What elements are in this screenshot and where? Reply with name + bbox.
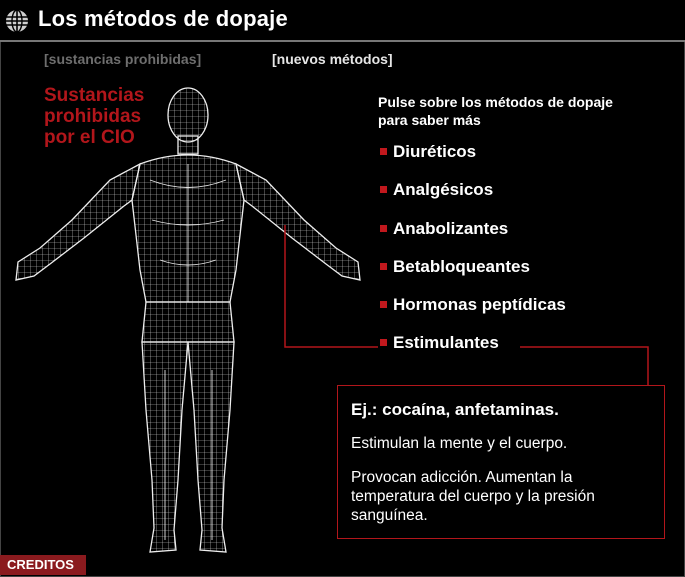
bullet-marker bbox=[380, 339, 387, 346]
method-label: Analgésicos bbox=[393, 180, 494, 200]
method-hormonas-peptidicas[interactable] bbox=[380, 295, 566, 333]
instructions-line: para saber más bbox=[378, 112, 481, 128]
tab-nuevos-metodos[interactable]: [nuevos métodos] bbox=[272, 51, 393, 67]
bullet-marker bbox=[380, 225, 387, 232]
info-paragraph: Estimulan la mente y el cuerpo. bbox=[351, 435, 568, 452]
bullet-marker bbox=[380, 186, 387, 193]
method-betabloqueantes[interactable] bbox=[380, 257, 566, 295]
title-bar bbox=[0, 0, 685, 40]
method-estimulantes[interactable] bbox=[380, 333, 566, 371]
info-box bbox=[337, 385, 665, 539]
method-diureticos[interactable] bbox=[380, 142, 566, 180]
methods-list bbox=[380, 142, 566, 372]
method-label: Diuréticos bbox=[393, 142, 477, 161]
title-divider bbox=[0, 40, 685, 42]
tab-sustancias-prohibidas[interactable]: [sustancias prohibidas] bbox=[44, 51, 202, 67]
section-heading-line: prohibidas bbox=[44, 106, 142, 127]
page-title: Los métodos de dopaje bbox=[38, 6, 288, 31]
section-heading-line: por el CIO bbox=[44, 127, 135, 148]
globe-icon bbox=[5, 9, 29, 33]
method-label: Hormonas peptídicas bbox=[393, 295, 566, 315]
method-label: Anabolizantes bbox=[393, 218, 509, 238]
info-paragraph: Provocan adicción. Aumentan la temperatura del cuerpo y la presión sanguínea. bbox=[351, 469, 595, 524]
method-label: Betabloqueantes bbox=[393, 256, 530, 276]
method-label: Estimulantes bbox=[393, 333, 499, 353]
wireframe-body-illustration bbox=[0, 80, 380, 555]
bullet-marker bbox=[380, 148, 387, 155]
info-heading: Ej.: cocaína, anfetaminas. bbox=[351, 400, 559, 419]
instructions bbox=[378, 93, 668, 129]
credits-button[interactable]: CREDITOS bbox=[0, 555, 86, 575]
method-analgesicos[interactable] bbox=[380, 180, 566, 218]
bullet-marker bbox=[380, 301, 387, 308]
bullet-marker bbox=[380, 263, 387, 270]
section-heading-line: Sustancias bbox=[44, 85, 145, 106]
method-anabolizantes[interactable] bbox=[380, 219, 566, 257]
instructions-line: Pulse sobre los métodos de dopaje bbox=[378, 94, 613, 110]
